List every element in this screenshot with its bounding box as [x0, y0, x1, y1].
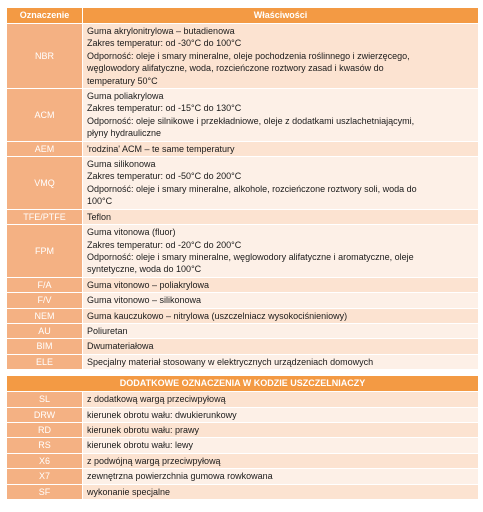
table-row	[7, 89, 479, 142]
table-row	[7, 24, 479, 89]
material-code: ACM	[7, 89, 83, 142]
property-line: Guma vitonowa (fluor)	[87, 227, 176, 238]
property-line: Dwumateriałowa	[87, 341, 154, 352]
material-properties	[83, 225, 479, 278]
section2-header-row	[7, 376, 479, 392]
property-line: Zakres temperatur: od -20°C do 200°C	[87, 239, 242, 250]
property-line: Odporność: oleje silnikowe i przekładniowe, oleje z dodatkami uszlachetniającymi,	[87, 115, 415, 126]
header-code: Oznaczenie	[7, 8, 83, 24]
material-properties	[83, 157, 479, 210]
table-header-row	[7, 8, 479, 24]
table-row	[7, 484, 479, 499]
table-row	[7, 323, 479, 338]
property-line: Poliuretan	[87, 325, 128, 336]
property-line: 'rodzina' ACM – te same temperatury	[87, 143, 235, 154]
table-row	[7, 422, 479, 437]
material-code: BIM	[7, 339, 83, 354]
property-line: Zakres temperatur: od -15°C do 130°C	[87, 103, 242, 114]
material-code: AEM	[7, 141, 83, 156]
suffix-code: RD	[7, 422, 83, 437]
section2-title: DODATKOWE OZNACZENIA W KODZIE USZCZELNIACZY	[7, 376, 479, 392]
material-properties	[83, 354, 479, 369]
material-properties	[83, 308, 479, 323]
material-properties	[83, 209, 479, 224]
property-line: płyny hydrauliczne	[87, 128, 162, 139]
material-code: NEM	[7, 308, 83, 323]
suffix-description: zewnętrzna powierzchnia gumowa rowkowana	[83, 469, 479, 484]
material-code: AU	[7, 323, 83, 338]
material-code: ELE	[7, 354, 83, 369]
material-code: NBR	[7, 24, 83, 89]
table-row	[7, 438, 479, 453]
table-row	[7, 277, 479, 292]
suffix-code: SF	[7, 484, 83, 499]
suffix-codes-table-body	[7, 392, 479, 500]
property-line: Odporność: oleje i smary mineralne, węglowodory alifatyczne i aromatyczne, oleje	[87, 251, 414, 262]
material-properties	[83, 339, 479, 354]
table-row	[7, 209, 479, 224]
material-properties	[83, 89, 479, 142]
suffix-description: z podwójną wargą przeciwpyłową	[83, 453, 479, 468]
table-row	[7, 141, 479, 156]
suffix-description: z dodatkową wargą przeciwpyłową	[83, 392, 479, 407]
property-line: Odporność: oleje i smary mineralne, oleje pochodzenia roślinnego i zwierzęcego,	[87, 50, 410, 61]
materials-table	[6, 7, 479, 500]
material-code: FPM	[7, 225, 83, 278]
suffix-code: SL	[7, 392, 83, 407]
suffix-description: kierunek obrotu wału: lewy	[83, 438, 479, 453]
material-properties	[83, 293, 479, 308]
property-line: 100°C	[87, 196, 113, 207]
table-row	[7, 339, 479, 354]
material-properties	[83, 323, 479, 338]
property-line: węglowodory alifatyczne, woda, rozcieńczone roztwory zasad i kwasów do	[87, 63, 384, 74]
suffix-code: RS	[7, 438, 83, 453]
property-line: Guma akrylonitrylowa – butadienowa	[87, 26, 235, 36]
header-properties: Właściwości	[83, 8, 479, 24]
property-line: Guma vitonowo – poliakrylowa	[87, 279, 210, 290]
suffix-description: kierunek obrotu wału: prawy	[83, 422, 479, 437]
table-row	[7, 392, 479, 407]
material-code: F/A	[7, 277, 83, 292]
property-line: temperatury 50°C	[87, 75, 158, 86]
property-line: Specjalny materiał stosowany w elektrycznych urządzeniach domowych	[87, 356, 374, 367]
table-row	[7, 308, 479, 323]
property-line: Guma kauczukowo – nitrylowa (uszczelniacz wysokociśnieniowy)	[87, 310, 348, 321]
material-properties	[83, 141, 479, 156]
material-properties	[83, 24, 479, 89]
material-code: VMQ	[7, 157, 83, 210]
property-line: Guma silikonowa	[87, 159, 156, 170]
material-code: F/V	[7, 293, 83, 308]
suffix-description: kierunek obrotu wału: dwukierunkowy	[83, 407, 479, 422]
table-row	[7, 225, 479, 278]
property-line: Guma poliakrylowa	[87, 91, 164, 102]
table-row	[7, 453, 479, 468]
suffix-code: X6	[7, 453, 83, 468]
suffix-description: wykonanie specjalne	[83, 484, 479, 499]
materials-table-body	[7, 24, 479, 370]
property-line: Odporność: oleje i smary mineralne, alkohole, rozcieńczone roztwory soli, woda do	[87, 183, 417, 194]
property-line: Zakres temperatur: od -30°C do 100°C	[87, 38, 242, 49]
table-row	[7, 354, 479, 369]
material-code: TFE/PTFE	[7, 209, 83, 224]
property-line: Zakres temperatur: od -50°C do 200°C	[87, 171, 242, 182]
material-properties	[83, 277, 479, 292]
table-row	[7, 157, 479, 210]
property-line: syntetyczne, woda do 100°C	[87, 264, 202, 275]
table-row	[7, 293, 479, 308]
property-line: Guma vitonowo – silikonowa	[87, 295, 202, 306]
property-line: Teflon	[87, 211, 112, 222]
table-row	[7, 469, 479, 484]
suffix-code: X7	[7, 469, 83, 484]
table-row	[7, 407, 479, 422]
seal-materials-table-container	[6, 7, 479, 500]
suffix-code: DRW	[7, 407, 83, 422]
